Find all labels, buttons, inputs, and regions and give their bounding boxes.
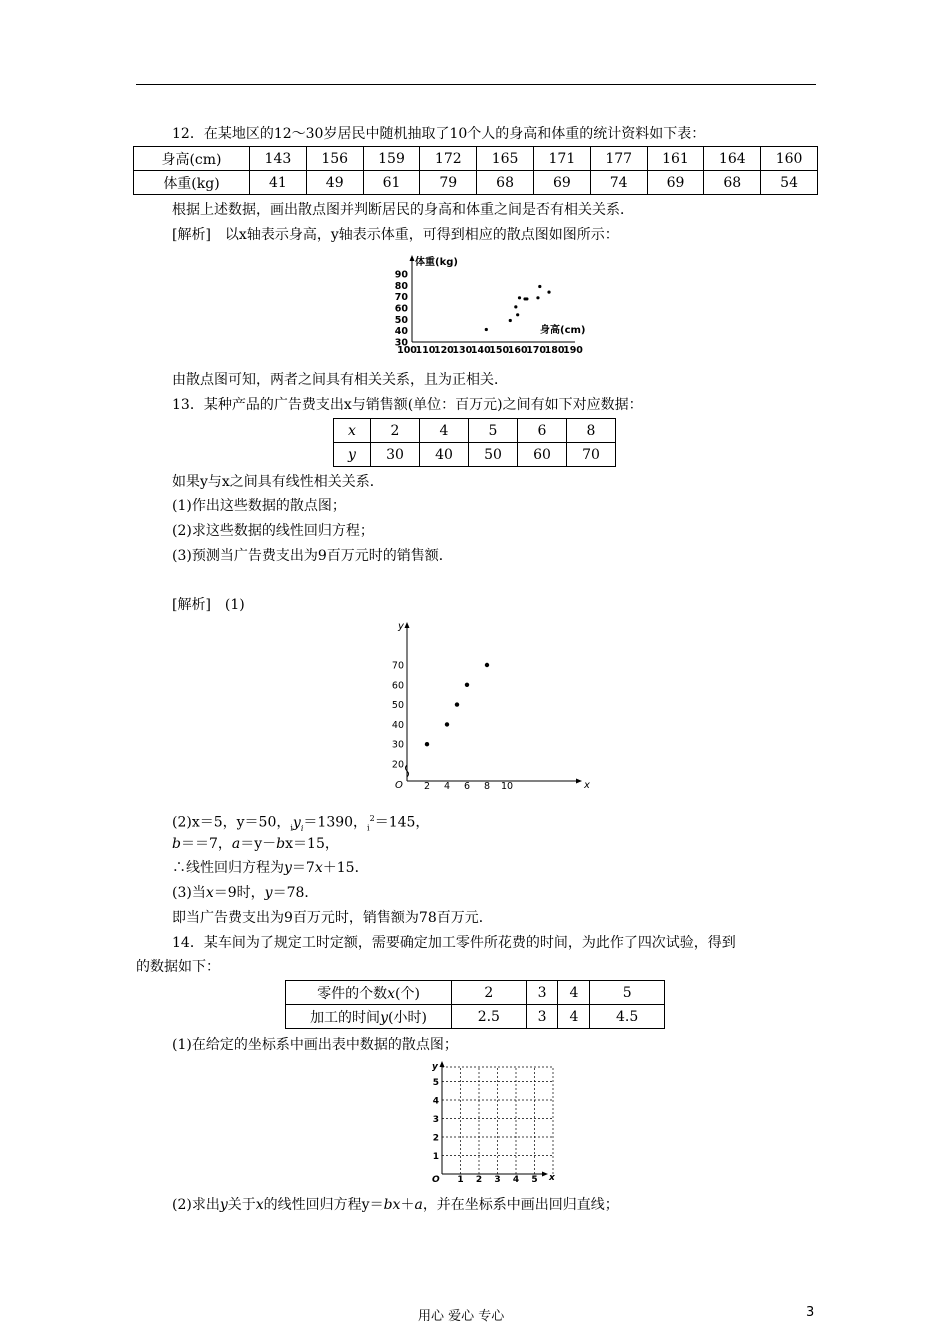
- q13-step4: (3)当x＝9时，y＝78．: [172, 885, 319, 901]
- table-cell: 70: [567, 443, 616, 467]
- data-point: [514, 305, 517, 308]
- scatter-chart-ad-sales: [388, 617, 598, 795]
- q14-row-count: [286, 981, 665, 1005]
- table-cell: 5: [469, 419, 518, 443]
- q13-line3: (2)求这些数据的线性回归方程；: [172, 523, 374, 539]
- q12-table: [133, 146, 818, 195]
- table-cell: 79: [420, 171, 477, 195]
- x-tick-label: 4: [512, 1175, 520, 1185]
- y-tick-label: 50: [391, 700, 404, 712]
- y-axis-arrow: [410, 255, 415, 261]
- table-cell: 41: [250, 171, 307, 195]
- x-tick-label: 3: [494, 1175, 501, 1185]
- table-cell: 54: [761, 171, 818, 195]
- x-tick-label: 110: [415, 345, 436, 356]
- q14-row-time: [286, 1005, 665, 1029]
- table-cell: 74: [590, 171, 647, 195]
- x-tick-label: 170: [526, 345, 547, 356]
- x-tick-label: 130: [452, 345, 473, 356]
- table-cell: 61: [363, 171, 420, 195]
- table-cell: 68: [477, 171, 534, 195]
- q12-row-height: [134, 147, 818, 171]
- q13-line1: 如果y与x之间具有线性相关关系．: [172, 474, 384, 490]
- y-axis-arrow: [405, 622, 410, 628]
- q13-intro: 13．某种产品的广告费支出x与销售额(单位：百万元)之间有如下对应数据：: [172, 397, 643, 413]
- data-point: [425, 742, 429, 746]
- table-cell: 2: [452, 981, 527, 1005]
- x-tick-label: 8: [483, 781, 491, 792]
- data-point: [485, 663, 489, 667]
- x-tick-label: 4: [443, 781, 451, 792]
- x-axis-arrow: [576, 779, 582, 784]
- x-tick-label: 190: [563, 345, 583, 356]
- origin-label: O: [432, 1175, 440, 1185]
- data-point: [485, 328, 488, 331]
- q13-step3: ∴线性回归方程为y＝7x＋15．: [172, 860, 369, 876]
- data-point: [518, 296, 521, 299]
- y-axis-arrow: [440, 1061, 445, 1067]
- q12-ask: 根据上述数据，画出散点图并判断居民的身高和体重之间是否有相关关系．: [172, 202, 634, 218]
- q12-row-weight: [134, 171, 818, 195]
- table-cell: 160: [761, 147, 818, 171]
- data-point: [523, 297, 526, 300]
- table-cell: 172: [420, 147, 477, 171]
- q13-y-label-text: y: [348, 446, 356, 463]
- table-cell: 8: [567, 419, 616, 443]
- q13-step2: b＝＝7，a＝y－bx＝15，: [172, 836, 339, 852]
- q12-intro: 12．在某地区的12～30岁居民中随机抽取了10个人的身高和体重的统计资料如下表：: [172, 126, 706, 142]
- x-tick-label: 160: [507, 345, 528, 356]
- table-cell: 164: [704, 147, 761, 171]
- y-tick-label: 1: [432, 1152, 439, 1162]
- x-axis-label: x: [549, 1173, 555, 1183]
- table-cell: 2.5: [452, 1005, 527, 1029]
- q13-solution: [解析] (1): [172, 597, 245, 613]
- y-tick-label: 30: [394, 337, 408, 349]
- x-tick-label: 6: [463, 781, 471, 792]
- x-tick-label: 120: [433, 345, 454, 356]
- q13-table: [333, 418, 616, 467]
- x-tick-label: 150: [489, 345, 510, 356]
- table-cell: 177: [590, 147, 647, 171]
- y-tick-label: 80: [394, 280, 408, 292]
- table-cell: 5: [590, 981, 665, 1005]
- q14-row1-label: 零件的个数x(个): [286, 981, 452, 1005]
- y-tick-label: 90: [394, 269, 408, 281]
- q13-y-label: [334, 443, 371, 467]
- y-axis-label: y: [398, 621, 404, 632]
- y-tick-label: 40: [391, 719, 404, 731]
- q12-row2-label: 体重(kg): [134, 171, 250, 195]
- table-cell: 68: [704, 171, 761, 195]
- table-cell: 159: [363, 147, 420, 171]
- q13-x-label-text: x: [348, 422, 356, 439]
- table-cell: 4: [558, 1005, 590, 1029]
- x-tick-label: 2: [423, 781, 431, 792]
- footer-slogan: 用心 爱心 专心: [418, 1309, 505, 1324]
- x-tick-label: 140: [470, 345, 491, 356]
- q14-part1: (1)在给定的坐标系中画出表中数据的散点图；: [172, 1037, 458, 1053]
- q13-line4: (3)预测当广告费支出为9百万元时的销售额．: [172, 548, 453, 564]
- q13-x-label: [334, 419, 371, 443]
- q14-row2-label: 加工的时间y(小时): [286, 1005, 452, 1029]
- table-cell: 69: [533, 171, 590, 195]
- q13-line2: (1)作出这些数据的散点图；: [172, 498, 346, 514]
- y-tick-label: 30: [391, 739, 404, 751]
- x-tick-label: 1: [457, 1175, 464, 1185]
- y-tick-label: 4: [432, 1096, 439, 1107]
- table-cell: 156: [306, 147, 363, 171]
- y-axis-label: 体重(kg): [415, 257, 458, 268]
- y-tick-label: 60: [394, 303, 408, 315]
- scatter-chart-height-weight: [385, 252, 600, 357]
- header-rule: [136, 84, 816, 85]
- origin-label: O: [395, 780, 403, 791]
- table-cell: 3: [526, 981, 558, 1005]
- data-point: [536, 296, 539, 299]
- data-point: [538, 285, 541, 288]
- q12-conclusion: 由散点图可知，两者之间具有相关关系，且为正相关．: [172, 372, 508, 388]
- q13-row-y: [334, 443, 616, 467]
- q13-step1: (2)x＝5，y＝50，$_iy_i=1390$，$_i^2$＝145，: [172, 814, 430, 833]
- q14-intro1: 14．某车间为了规定工时定额，需要确定加工零件所花费的时间，为此作了四次试验，得到: [172, 935, 736, 951]
- data-point: [455, 702, 459, 706]
- table-cell: 143: [250, 147, 307, 171]
- x-tick-label: 10: [500, 781, 514, 792]
- data-point: [509, 319, 512, 322]
- table-cell: 69: [647, 171, 704, 195]
- q14-part2: (2)求出y关于x的线性回归方程y＝bx＋a，并在坐标系中画出回归直线；: [172, 1197, 619, 1213]
- table-cell: 161: [647, 147, 704, 171]
- y-tick-label: 5: [432, 1078, 439, 1088]
- y-tick-label: 40: [394, 326, 408, 338]
- table-cell: 171: [533, 147, 590, 171]
- table-cell: 2: [371, 419, 420, 443]
- table-cell: 60: [518, 443, 567, 467]
- q14-intro2: 的数据如下：: [136, 959, 220, 975]
- x-tick-label: 100: [397, 345, 417, 356]
- q14-table: [285, 980, 665, 1029]
- x-axis-arrow: [542, 1172, 548, 1177]
- table-cell: 30: [371, 443, 420, 467]
- table-cell: 4.5: [590, 1005, 665, 1029]
- q12-solution: [解析] 以x轴表示身高，y轴表示体重，可得到相应的散点图如图所示：: [172, 227, 619, 243]
- table-cell: 6: [518, 419, 567, 443]
- y-tick-label: 60: [391, 680, 404, 692]
- data-point: [465, 683, 469, 687]
- y-tick-label: 20: [391, 759, 404, 771]
- q13-row-x: [334, 419, 616, 443]
- table-cell: 3: [526, 1005, 558, 1029]
- data-point: [547, 291, 550, 294]
- data-point: [445, 722, 449, 726]
- page-number: 3: [806, 1305, 815, 1320]
- y-axis-label: y: [432, 1062, 438, 1072]
- table-cell: 4: [420, 419, 469, 443]
- q13-step5: 即当广告费支出为9百万元时，销售额为78百万元．: [172, 910, 493, 926]
- table-cell: 4: [558, 981, 590, 1005]
- q12-row1-label: 身高(cm): [134, 147, 250, 171]
- data-point: [516, 313, 519, 316]
- x-tick-label: 180: [544, 345, 565, 356]
- table-cell: 40: [420, 443, 469, 467]
- y-tick-label: 70: [394, 292, 408, 304]
- table-cell: 165: [477, 147, 534, 171]
- x-tick-label: 2: [475, 1175, 483, 1185]
- x-axis-label: 身高(cm): [540, 325, 586, 336]
- table-cell: 49: [306, 171, 363, 195]
- table-cell: 50: [469, 443, 518, 467]
- x-axis-label: x: [584, 780, 590, 791]
- y-tick-label: 2: [432, 1133, 439, 1144]
- y-tick-label: 50: [394, 314, 408, 326]
- y-tick-label: 3: [432, 1115, 439, 1125]
- empty-grid-coordinate-system: [420, 1058, 560, 1186]
- y-tick-label: 70: [391, 660, 404, 672]
- x-tick-label: 5: [531, 1175, 538, 1185]
